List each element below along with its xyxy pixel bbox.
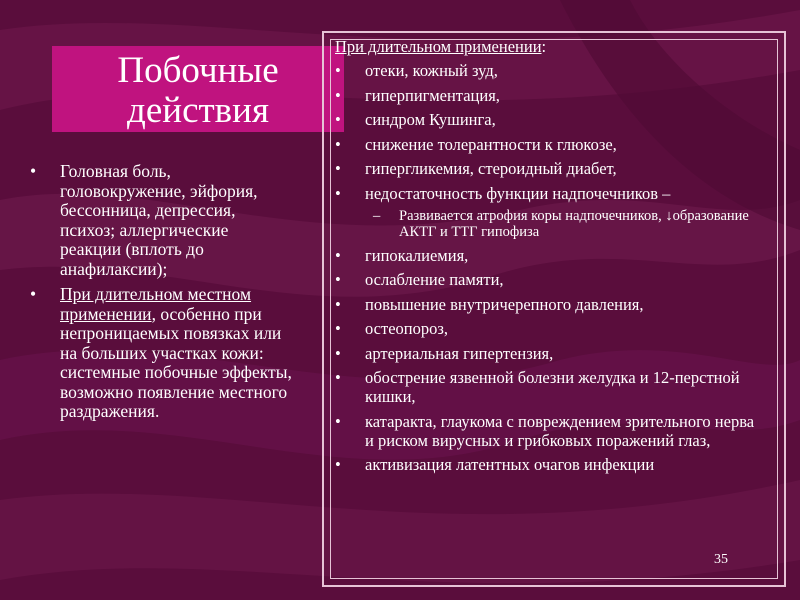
right-bullet-item <box>335 295 755 314</box>
right-item-text: гипергликемия, стероидный диабет, <box>365 159 617 178</box>
page-number: 35 <box>714 552 728 567</box>
right-bullet-item <box>335 368 755 406</box>
dash-bullet-icon: – <box>373 208 381 224</box>
left-bullet-item <box>30 162 292 279</box>
right-bullet-item <box>335 319 755 338</box>
bullet-icon: • <box>30 284 37 304</box>
bullet-icon: • <box>335 368 341 387</box>
right-bullet-item <box>335 344 755 363</box>
right-heading <box>335 37 755 56</box>
right-item-text: повышение внутричерепного давления, <box>365 294 644 314</box>
bullet-icon: • <box>335 159 341 178</box>
right-item-text: отеки, кожный зуд, <box>365 61 498 80</box>
slide-title: Побочные действия <box>52 46 344 132</box>
left-bullet-list <box>30 162 292 428</box>
left-item-text: Головная боль, головокружение, эйфория, бессонница, депрессия, психоз; аллергические реакции (вплоть до анафилаксии); <box>60 161 258 279</box>
bullet-icon: • <box>335 245 341 265</box>
right-bullet-list <box>335 61 755 474</box>
left-bullet-item <box>30 285 292 422</box>
right-bullet-item <box>335 246 755 265</box>
right-item-text: снижение толерантности к глюкозе, <box>365 134 617 154</box>
right-item-text: обострение язвенной болезни желудка и 12-перстной кишки, <box>365 368 740 406</box>
bullet-icon: • <box>335 294 341 314</box>
right-bullet-item <box>335 110 755 129</box>
right-bullet-item <box>335 412 755 450</box>
right-item-text: артериальная гипертензия, <box>365 343 554 363</box>
right-bullet-item <box>335 86 755 105</box>
right-bullet-item <box>335 184 755 203</box>
right-bullet-item <box>335 135 755 154</box>
left-item-text: , особенно при непроницаемых повязках или на больших участках кожи: системные побочные эффекты, возможно появление местного раздражения. <box>60 303 292 421</box>
bullet-icon: • <box>335 343 341 363</box>
bullet-icon: • <box>335 411 341 431</box>
right-item-text: Развивается атрофия коры надпочечников, ↓образование АКТГ и ТТГ гипофиза <box>399 208 749 240</box>
right-heading-text: При длительном применении <box>335 37 542 56</box>
right-item-text: активизация латентных очагов инфекции <box>365 455 655 474</box>
bullet-icon: • <box>335 270 341 289</box>
right-bullet-item <box>335 159 755 178</box>
right-content <box>335 37 755 480</box>
bullet-icon: • <box>335 319 341 338</box>
bullet-icon: • <box>335 134 341 154</box>
right-item-text: остеопороз, <box>365 319 448 338</box>
left-item-underlined-text: При длительном местном применении <box>60 284 252 324</box>
right-item-text: ослабление памяти, <box>365 270 504 289</box>
right-heading-suffix: : <box>541 37 547 56</box>
bullet-icon: • <box>335 85 341 105</box>
right-bullet-item <box>335 455 755 474</box>
right-item-text: недостаточность функции надпочечников – <box>365 183 671 203</box>
bullet-icon: • <box>335 110 341 129</box>
right-item-text: гиперпигментация, <box>365 85 500 105</box>
right-bullet-item <box>335 270 755 289</box>
right-sub-bullet-item <box>335 208 755 240</box>
right-bullet-item <box>335 61 755 80</box>
bullet-icon: • <box>335 183 341 203</box>
right-item-text: синдром Кушинга, <box>365 110 496 129</box>
bullet-icon: • <box>335 455 341 474</box>
bullet-icon: • <box>30 161 37 181</box>
bullet-icon: • <box>335 61 341 80</box>
right-item-text: катаракта, глаукома с повреждением зрительного нерва и риском вирусных и грибковых поражений глаз, <box>365 411 755 450</box>
right-item-text: гипокалиемия, <box>365 245 469 265</box>
